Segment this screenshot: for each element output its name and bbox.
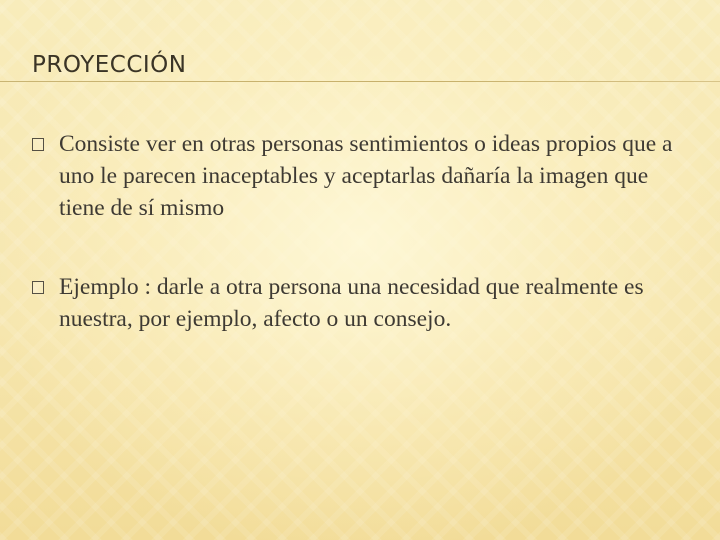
bullet-text: Consiste ver en otras personas sentimientos o ideas propios que a uno le parecen inaceptables y aceptarlas dañaría la imagen que tiene de sí mismo <box>59 131 673 221</box>
title-divider <box>0 81 720 82</box>
bullet-item <box>32 128 692 224</box>
bullet-list <box>32 128 692 382</box>
bullet-text: Ejemplo : darle a otra persona una necesidad que realmente es nuestra, por ejemplo, afecto o un consejo. <box>59 274 644 332</box>
bullet-item <box>32 271 692 335</box>
slide-title: PROYECCIÓN <box>32 52 187 78</box>
square-bullet-icon <box>32 281 44 294</box>
square-bullet-icon <box>32 138 44 151</box>
